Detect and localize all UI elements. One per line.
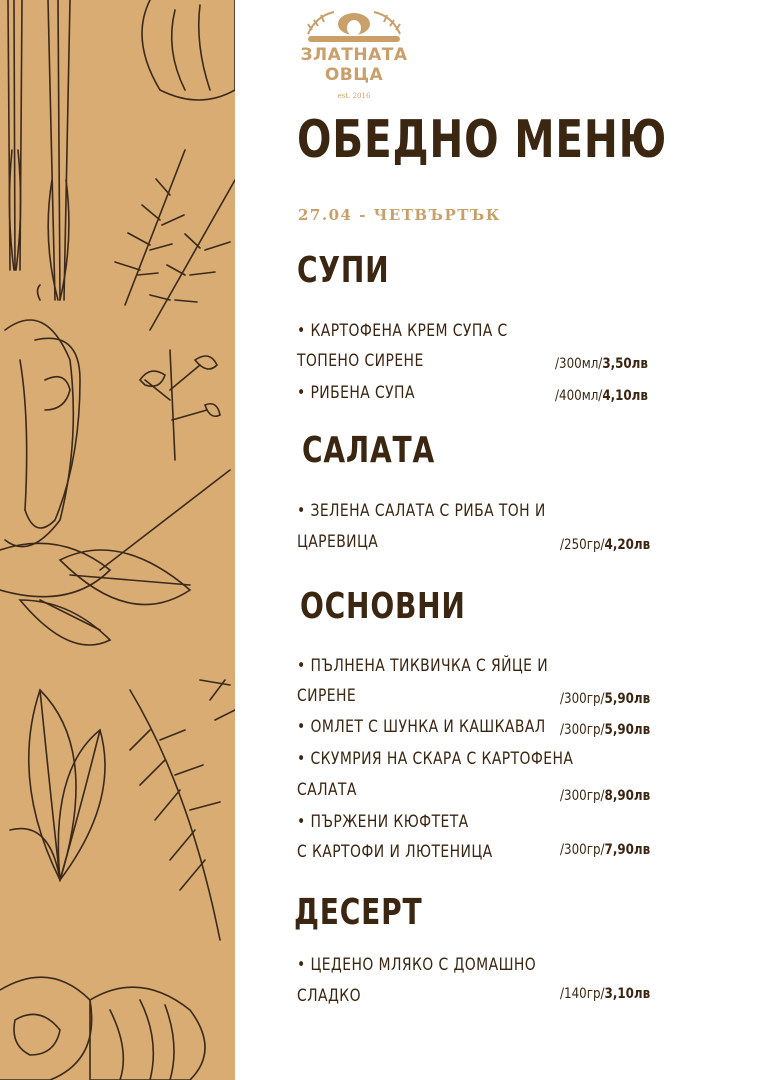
menu-item-price: /300гр/7,90лв bbox=[560, 842, 651, 858]
menu-item-line: САЛАТА bbox=[297, 780, 357, 800]
menu-item-line: • ЗЕЛЕНА САЛАТА С РИБА ТОН И bbox=[297, 501, 546, 521]
menu-item-line: • КАРТОФЕНА КРЕМ СУПА С bbox=[297, 321, 508, 341]
menu-date: 27.04 - ЧЕТВЪРТЪК bbox=[298, 206, 501, 224]
menu-item-line: ЦАРЕВИЦА bbox=[297, 532, 379, 552]
menu-item-price: /300мл/3,50лв bbox=[555, 356, 648, 372]
brand-logo bbox=[298, 6, 410, 102]
menu-item-price: /250гр/4,20лв bbox=[560, 537, 651, 553]
menu-title: ОБЕДНО МЕНЮ bbox=[297, 110, 667, 170]
menu-item-line: ТОПЕНО СИРЕНЕ bbox=[297, 351, 424, 371]
menu-item-line: • ПЪРЖЕНИ КЮФТЕТА bbox=[297, 812, 469, 832]
brand-est: est. 2016 bbox=[337, 92, 371, 100]
menu-item-line: С КАРТОФИ И ЛЮТЕНИЦА bbox=[297, 842, 493, 862]
menu-item-price: /400мл/4,10лв bbox=[555, 388, 648, 404]
section-title-mains: ОСНОВНИ bbox=[300, 586, 466, 627]
menu-item-price: /300гр/5,90лв bbox=[560, 691, 651, 707]
menu-item-line: • ОМЛЕТ С ШУНКА И КАШКАВАЛ bbox=[297, 717, 546, 737]
section-title-soups: СУПИ bbox=[297, 250, 390, 291]
brand-name-line1: ЗЛАТНАТА bbox=[300, 45, 408, 65]
menu-item-price: /300гр/8,90лв bbox=[560, 788, 651, 804]
section-title-dessert: ДЕСЕРТ bbox=[294, 892, 423, 933]
menu-item-line: • СКУМРИЯ НА СКАРА С КАРТОФЕНА bbox=[297, 749, 574, 769]
menu-item-line: • РИБЕНА СУПА bbox=[297, 383, 415, 403]
menu-item-line: • ПЪЛНЕНА ТИКВИЧКА С ЯЙЦЕ И bbox=[297, 656, 549, 676]
menu-item-price: /300гр/5,90лв bbox=[560, 722, 651, 738]
sheep-wheat-icon bbox=[298, 6, 410, 46]
menu-item-line: СЛАДКО bbox=[297, 986, 361, 1006]
menu-item-price: /140гр/3,10лв bbox=[560, 986, 651, 1002]
herb-illustration bbox=[0, 0, 235, 1080]
menu-item-line: • ЦЕДЕНО МЛЯКО С ДОМАШНО bbox=[297, 955, 537, 975]
brand-name-line2: ОВЦА bbox=[324, 65, 384, 85]
decorative-herb-panel bbox=[0, 0, 235, 1080]
section-title-salad: САЛАТА bbox=[302, 430, 435, 471]
menu-item-line: СИРЕНЕ bbox=[297, 686, 357, 706]
